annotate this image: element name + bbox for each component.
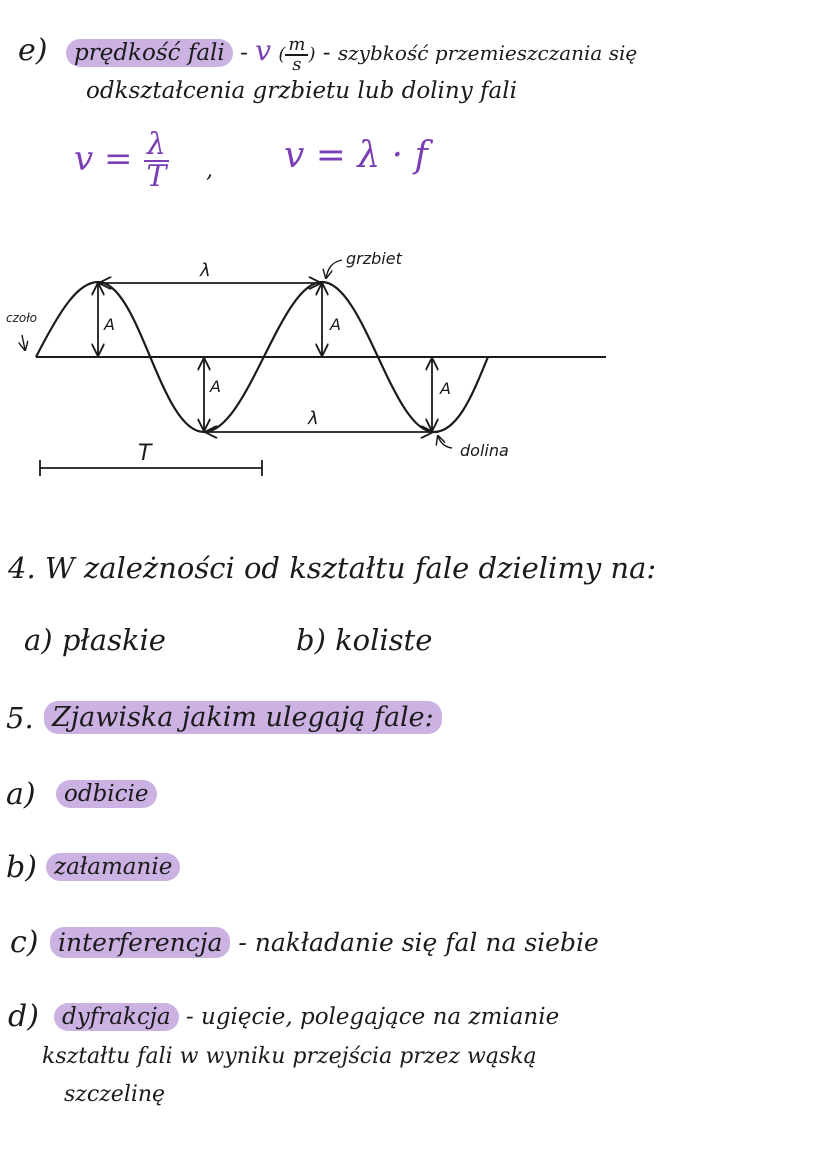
czolo-pointer — [22, 335, 25, 350]
item-c-line — [50, 930, 599, 955]
dyfrakcja-description-1: - ugięcie, polegające na zmianie — [185, 1004, 560, 1030]
label-amplitude: A — [330, 315, 341, 334]
unit-denominator: s — [292, 54, 302, 75]
label-lambda-top: λ — [200, 260, 211, 281]
dash: - — [240, 40, 248, 66]
unit-numerator: m — [285, 36, 308, 56]
item-a-wrap — [56, 783, 157, 806]
dyfrakcja-description-3: szczelinę — [64, 1082, 166, 1107]
term-zalamanie: załamanie — [46, 853, 180, 881]
item-b-marker: b) — [6, 850, 37, 885]
label-amplitude: A — [210, 377, 221, 396]
label-grzbiet: grzbiet — [346, 249, 402, 268]
label-czolo: czoło — [6, 311, 38, 325]
dash: - — [322, 40, 331, 66]
label-amplitude: A — [104, 315, 115, 334]
section-4-item-a: a) płaskie — [24, 623, 166, 657]
section-5-number: 5. — [6, 701, 34, 735]
item-d-line1 — [54, 1006, 559, 1029]
dyfrakcja-description-2: kształtu fali w wyniku przejścia przez wąską — [42, 1044, 537, 1069]
formula-numerator: λ — [144, 130, 169, 162]
interferencja-description: - nakładanie się fal na siebie — [238, 928, 599, 957]
section-5-heading-wrap — [44, 704, 442, 731]
item-d-marker: d) — [8, 999, 39, 1034]
section-4-item-b: b) koliste — [296, 623, 433, 657]
item-a-marker: a) — [6, 777, 36, 812]
term-predkosc-fali: prędkość fali — [66, 39, 233, 67]
label-amplitude: A — [440, 379, 451, 398]
definition-line1: szybkość przemieszczania się — [337, 41, 638, 65]
formula-denominator: T — [146, 159, 167, 194]
term-dyfrakcja: dyfrakcja — [54, 1003, 179, 1031]
formula-separator: , — [206, 158, 213, 183]
wave-diagram — [0, 240, 828, 490]
term-odbicie: odbicie — [56, 780, 157, 808]
dolina-pointer — [438, 436, 452, 448]
section-e-marker: e) — [18, 33, 48, 68]
section-5-heading: Zjawiska jakim ulegają fale: — [44, 701, 442, 734]
formula-v-lambda-over-t — [74, 127, 169, 194]
speed-symbol: v — [255, 34, 272, 67]
item-b-wrap — [46, 856, 180, 879]
section-4-heading: 4. W zależności od kształtu fale dzielimy na: — [8, 551, 657, 585]
grzbiet-pointer — [326, 260, 342, 278]
unit: ( $\frac{m}{s}$ ) — [278, 34, 316, 75]
formula-left: v = — [74, 139, 133, 179]
section-e-line1 — [66, 36, 637, 74]
label-period: T — [138, 441, 152, 466]
item-c-marker: c) — [10, 925, 39, 960]
term-interferencja: interferencja — [50, 927, 230, 958]
formula-v-lambda-f: v = λ · f — [284, 135, 428, 176]
label-dolina: dolina — [460, 441, 509, 460]
label-lambda-bottom: λ — [308, 408, 319, 429]
definition-line2: odkształcenia grzbietu lub doliny fali — [86, 78, 517, 104]
